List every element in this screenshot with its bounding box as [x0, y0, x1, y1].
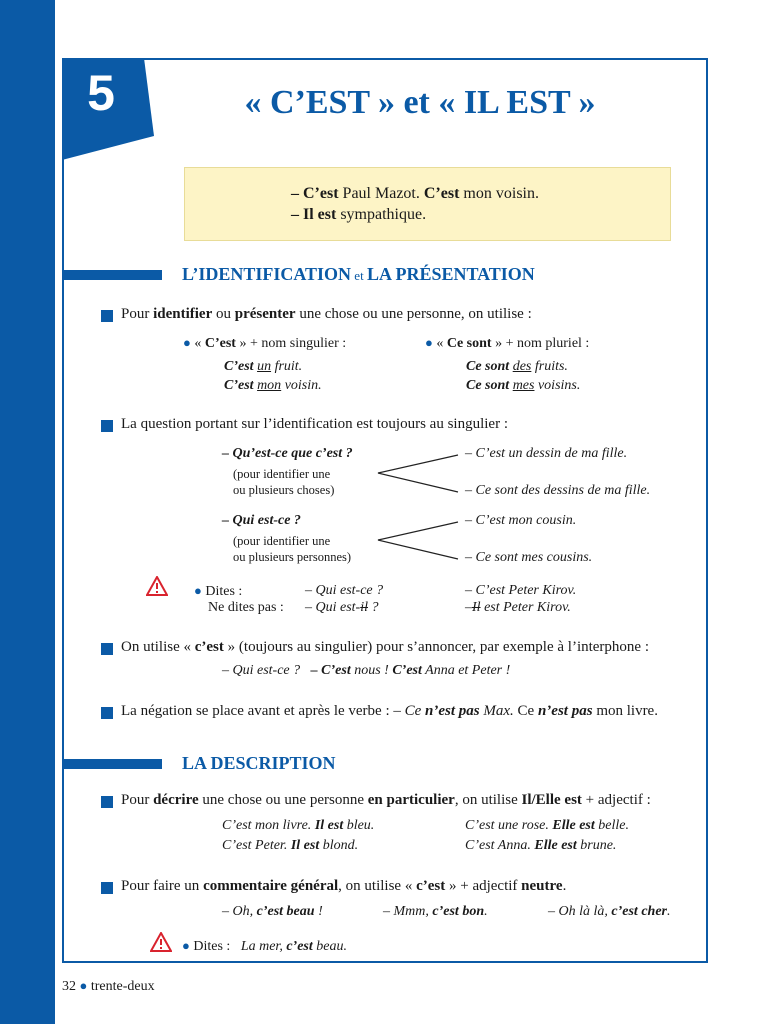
rule-cest-singular: ● « C’est » + nom singulier : — [183, 335, 347, 351]
note-personnes-2: ou plusieurs personnes) — [233, 550, 352, 564]
rule-general-comment: Pour faire un commentaire général, on utilise « c’est » + adjectif neutre. — [121, 878, 567, 894]
square-bullet-icon — [101, 882, 113, 894]
example-ce-sont-voisins: Ce sont mes voisins. — [466, 378, 581, 393]
section-bar — [62, 759, 162, 769]
bullet-dot-icon: ● — [183, 335, 191, 350]
rule-question-singular: La question portant sur l’identification est toujours au singulier : — [121, 416, 509, 432]
square-bullet-icon — [101, 796, 113, 808]
page-footer — [62, 978, 155, 995]
answer-dessins: – Ce sont des dessins de ma fille. — [465, 483, 651, 498]
square-bullet-icon — [101, 643, 113, 655]
correct-cest-peter: – C’est Peter Kirov. — [465, 583, 577, 598]
example-livre-bleu: C’est mon livre. Il est bleu. — [222, 818, 375, 833]
answer-dessin: – C’est un dessin de ma fille. — [465, 446, 628, 461]
square-bullet-icon — [101, 707, 113, 719]
page-title: « C’EST » et « IL EST » — [244, 84, 596, 121]
example-cest-beau: – Oh, c’est beau ! — [222, 904, 323, 919]
example-peter-blond: C’est Peter. Il est blond. — [222, 838, 359, 853]
intro-example-line-2: – Il est sympathique. — [291, 206, 427, 223]
warning-dites: ● Dites : — [194, 583, 243, 599]
page-number: 32 — [62, 979, 76, 994]
warning-dites-beau: ● Dites : La mer, c’est beau. — [182, 938, 347, 954]
example-ce-sont-fruits: Ce sont des fruits. — [466, 359, 568, 374]
warning-triangle-icon — [150, 932, 172, 952]
correct-qui-est-ce: – Qui est-ce ? — [305, 583, 384, 598]
rule-describe: Pour décrire une chose ou une personne en particulier, on utilise Il/Elle est + adjectif : — [121, 792, 651, 808]
bullet-dot-icon: ● — [182, 938, 190, 953]
example-interphone: – Qui est-ce ? – C’est nous ! C’est Anna et Peter ! — [222, 663, 511, 678]
answer-cousin: – C’est mon cousin. — [465, 513, 577, 528]
warning-triangle-icon — [146, 576, 168, 596]
note-choses-2: ou plusieurs choses) — [233, 483, 335, 497]
example-cest-fruit: C’est un fruit. — [224, 359, 303, 374]
wrong-il-est-peter: –Il est Peter Kirov. — [465, 600, 571, 615]
example-cest-cher: – Oh là là, c’est cher. — [548, 904, 671, 919]
rule-negation: La négation se place avant et après le verbe : – Ce n’est pas Max. Ce n’est pas mon livre. — [121, 703, 658, 719]
section-title-description: LA DESCRIPTION — [182, 753, 336, 773]
rule-identify: Pour identifier ou présenter une chose ou une personne, on utilise : — [121, 306, 532, 322]
page-number-words: trente-deux — [90, 979, 155, 994]
question-qui-est-ce: – Qui est-ce ? — [222, 513, 301, 528]
question-quest-ce-que-cest: – Qu’est-ce que c’est ? — [222, 446, 353, 461]
warning-ne-dites-pas: Ne dites pas : — [208, 600, 284, 615]
rule-ce-sont-plural: ● « Ce sont » + nom pluriel : — [425, 335, 590, 351]
note-choses-1: (pour identifier une — [233, 467, 331, 481]
answer-cousins: – Ce sont mes cousins. — [465, 550, 593, 565]
bullet-dot-icon: ● — [425, 335, 433, 350]
wrong-qui-est-il: – Qui est-il ? — [305, 600, 379, 615]
intro-example-line-1: – C’est Paul Mazot. C’est mon voisin. — [291, 185, 539, 202]
example-anna-brune: C’est Anna. Elle est brune. — [465, 838, 617, 853]
section-title-identification: L’IDENTIFICATION et LA PRÉSENTATION — [182, 264, 535, 284]
example-cest-bon: – Mmm, c’est bon. — [383, 904, 488, 919]
bullet-dot-icon: ● — [79, 978, 88, 993]
chapter-number: 5 — [87, 65, 115, 121]
bullet-dot-icon: ● — [194, 583, 202, 598]
example-rose-belle: C’est une rose. Elle est belle. — [465, 818, 629, 833]
rule-interphone: On utilise « c’est » (toujours au singulier) pour s’annoncer, par exemple à l’interphone : — [121, 639, 650, 655]
example-cest-voisin: C’est mon voisin. — [224, 378, 322, 393]
note-personnes-1: (pour identifier une — [233, 534, 331, 548]
